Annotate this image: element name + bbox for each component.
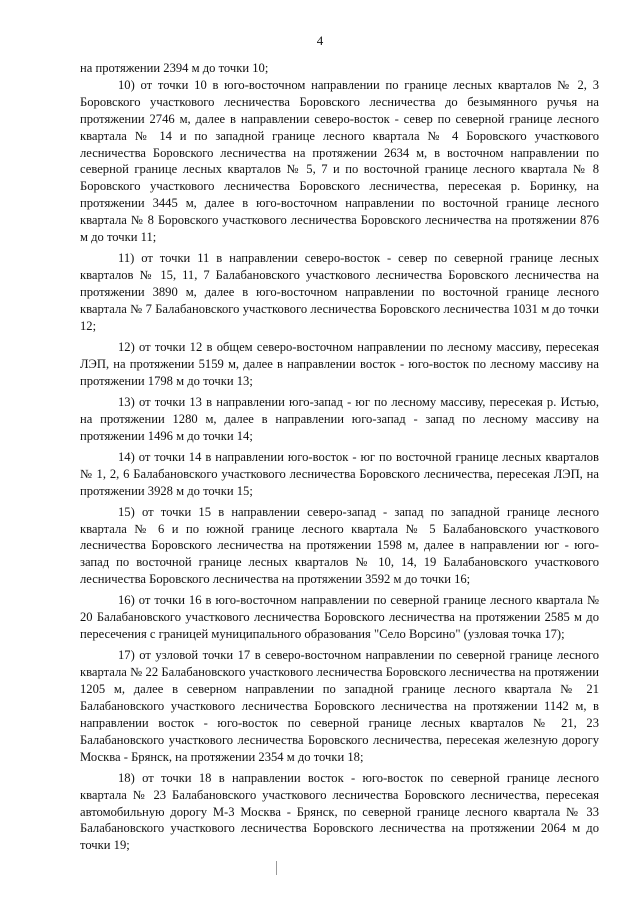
paragraph-item-18: 18) от точки 18 в направлении восток - юго-восток по северной границе лесного квартала № 23 Балабановского участкового лесничества Боровского лесничества, пересекая автомобильную дорогу М-3 Москва - Брянск, по северной границе лесного квартала № 33 Балабановского участкового лесничества Боровского лесничества на протяжении 2064 м до точки 19; [80,770,599,853]
paragraph-item-15: 15) от точки 15 в направлении северо-запад - запад по западной границе лесного квартала № 6 и по южной границе лесного квартала № 5 Балабановского участкового лесничества Боровского лесничества на протяжении 1598 м, далее в направлении юг - юго-запад по восточной границе лесных кварталов № 10, 14, 19 Балабановского участкового лесничества Боровского лесничества на протяжении 3592 м до точки 16; [80,504,599,587]
page-number: 4 [316,33,324,48]
paragraph-continuation: на протяжении 2394 м до точки 10; [80,61,269,75]
paragraph-item-11: 11) от точки 11 в направлении северо-восток - север по северной границе лесных кварталов № 15, 11, 7 Балабановского участкового лесничества Боровского лесничества на протяжении 3890 м, далее в юго-восточном направлении по восточной границе лесного квартала № 7 Балабановского участкового лесничества Боровского лесничества 1031 м до точки 12; [80,251,599,333]
paragraph-item-17: 17) от узловой точки 17 в северо-восточном направлении по северной границе лесного квартала № 22 Балабановского участкового лесничества Боровского лесничества на протяжении 1205 м, далее в северном направлении по западной границе лесного квартала № 21 Балабановского участкового лесничества Боровского лесничества на протяжении 1142 м, в направлении восток - юго-восток по северной границе лесных кварталов № 21, 23 Балабановского участкового лесничества Боровского лесничества, пересекая железную дорогу Москва - Брянск, на протяжении 2354 м до точки 18; [80,648,599,764]
paragraph-item-14: 14) от точки 14 в направлении юго-восток - юг по восточной границе лесных кварталов № 1, 2, 6 Балабановского участкового лесничества Боровского лесничества, пересекая ЛЭП, на протяжении 3928 м до точки 15; [80,449,599,498]
paragraph-item-12: 12) от точки 12 в общем северо-восточном направлении по лесному массиву, пересекая ЛЭП, на протяжении 5159 м, далее в направлении восток - юго-восток по лесному массиву на протяжении 1798 м до точки 13; [80,339,599,388]
paragraph-item-13: 13) от точки 13 в направлении юго-запад - юг по лесному массиву, пересекая р. Истью, на протяжении 1280 м, далее в направлении юго-запад - запад по лесному массиву на протяжении 1496 м до точки 14; [80,394,599,443]
scan-artifact-mark [276,861,277,875]
paragraph-item-10: 10) от точки 10 в юго-восточном направлении по границе лесных кварталов № 2, 3 Боровского участкового лесничества Боровского лесничества до безымянного ручья на протяжении 2746 м, далее в направлении северо-восток - север по северной границе лесного квартала № 14 и по западной границе лесного квартала № 4 Боровского участкового лесничества Боровского лесничества на протяжении 2634 м, в восточном направлении по северной границе лесных кварталов № 5, 7 и по восточной границе лесного квартала № 8 Боровского участкового лесничества Боровского лесничества, пересекая р. Боринку, на протяжении 3445 м, далее в юго-восточном направлении по восточной границе лесного квартала № 8 Боровского участкового лесничества Боровского лесничества на протяжении 876 м до точки 11; [80,77,599,245]
document-body [80,60,599,854]
paragraph-item-16: 16) от точки 16 в юго-восточном направлении по северной границе лесного квартала № 20 Балабановского участкового лесничества Боровского лесничества на протяжении 2585 м до пересечения с границей муниципального образования "Село Ворсино" (узловая точка 17); [80,593,599,642]
